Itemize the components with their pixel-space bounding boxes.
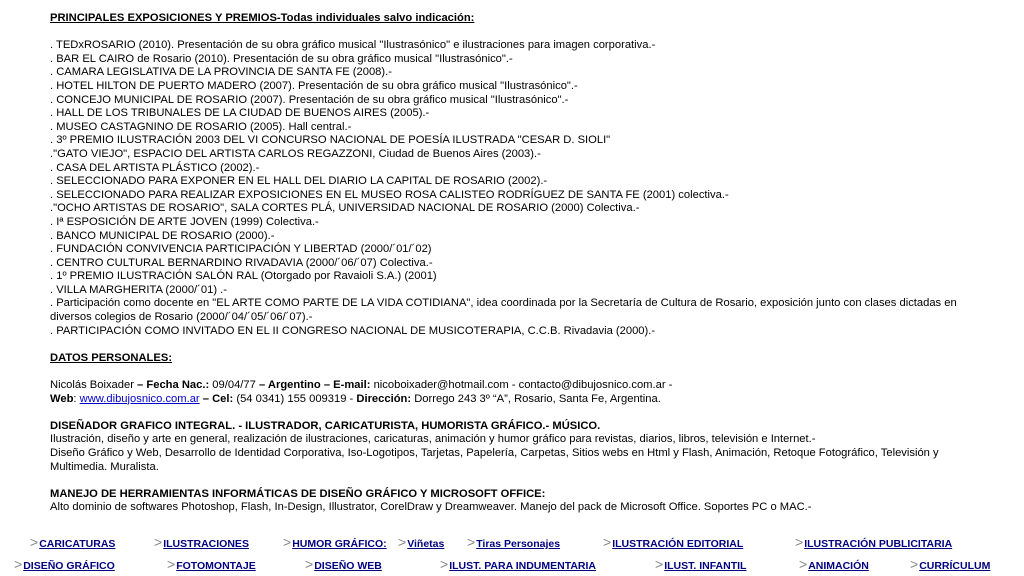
nav-row-1	[0, 534, 1024, 550]
nav-fotomontaje[interactable]: >FOTOMONTAJE	[167, 556, 256, 572]
exhibition-item: . HOTEL HILTON DE PUERTO MADERO (2007). Presentación de su obra gráfico musical "Ilustrasónico".-	[50, 79, 578, 92]
exhibition-item: . BANCO MUNICIPAL DE ROSARIO (2000).-	[50, 229, 275, 242]
exhibition-item: . 1º PREMIO ILUSTRACIÓN SALÓN RAL (Otorgado por Ravaioli S.A.) (2001)	[50, 270, 437, 283]
website-link[interactable]: www.dibujosnico.com.ar	[79, 392, 200, 405]
web-label: Web	[50, 392, 74, 405]
exhibition-item: . FUNDACIÓN CONVIVENCIA PARTICIPACIÓN Y LIBERTAD (2000/´01/´02)	[50, 243, 432, 256]
nav-ilustraciones[interactable]: >ILUSTRACIONES	[154, 534, 249, 550]
email-value: nicoboixader@hotmail.com - contacto@dibujosnico.com.ar -	[370, 379, 673, 392]
cv-content	[50, 12, 990, 515]
arrow-right-icon: >	[283, 534, 292, 550]
arrow-right-icon: >	[398, 534, 407, 550]
exhibition-item: . VILLA MARGHERITA (2000/´01) .-	[50, 283, 227, 296]
cel-value: (54 0341) 155 009319 -	[233, 392, 357, 405]
profile-title: DISEÑADOR GRAFICO INTEGRAL. - ILUSTRADOR, CARICATURISTA, HUMORISTA GRÁFICO.- MÚSICO.	[50, 419, 601, 432]
tools-text: Alto dominio de softwares Photoshop, Flash, In-Design, Illustrator, CorelDraw y Dreamweaver. Manejo del pack de Microsoft Office. Soportes PC o MAC.-	[50, 501, 812, 514]
exhibition-item: . PARTICIPACIÓN COMO INVITADO EN EL II CONGRESO NACIONAL DE MUSICOTERAPIA, C.C.B. Rivadavia (2000).-	[50, 324, 656, 337]
exhibition-item: . MUSEO CASTAGNINO DE ROSARIO (2005). Hall central.-	[50, 120, 352, 133]
exhibition-item: . CENTRO CULTURAL BERNARDINO RIVADAVIA (2000/´06/´07) Colectiva.-	[50, 256, 433, 269]
cel-label: – Cel:	[199, 392, 234, 405]
nav-ilustracion-publicitaria[interactable]: >ILUSTRACIÓN PUBLICITARIA	[795, 534, 953, 550]
exhibition-item: . 3º PREMIO ILUSTRACIÓN 2003 DEL VI CONCURSO NACIONAL DE POESÍA ILUSTRADA "CESAR D. SIOLI"	[50, 134, 611, 147]
exhibition-item: . Participación como docente en "EL ARTE COMO PARTE DE LA VIDA COTIDIANA", idea coordinada por la Secretaría de Cultura de Rosario, exposición junto con clases dictadas en diversos colegios de Rosario (2000/´04/´05/´06/´07).-	[50, 297, 957, 324]
person-name: Nicolás Boixader	[50, 379, 134, 392]
exhibition-item: . CASA DEL ARTISTA PLÁSTICO (2002).-	[50, 161, 260, 174]
personal-line-2	[50, 393, 990, 407]
arrow-right-icon: >	[14, 556, 23, 572]
exhibition-item: . SELECCIONADO PARA REALIZAR EXPOSICIONES EN EL MUSEO ROSA CALISTEO RODRÍGUEZ DE SANTA FE (2001) colectiva.-	[50, 188, 729, 201]
arrow-right-icon: >	[440, 556, 449, 572]
personal-heading: DATOS PERSONALES:	[50, 351, 173, 364]
exhibition-item: . CAMARA LEGISLATIVA DE LA PROVINCIA DE SANTA FE (2008).-	[50, 66, 392, 79]
exhibition-item: . HALL DE LOS TRIBUNALES DE LA CIUDAD DE BUENOS AIRES (2005).-	[50, 107, 430, 120]
arrow-right-icon: >	[30, 534, 39, 550]
exhibition-item: ."OCHO ARTISTAS DE ROSARIO", SALA CORTES PLÁ, UNIVERSIDAD NACIONAL DE ROSARIO (2000) Colectiva.-	[50, 202, 640, 215]
nav-diseno-grafico[interactable]: >DISEÑO GRÁFICO	[14, 556, 115, 572]
exhibitions-heading-line	[50, 12, 990, 26]
exhibition-item: . BAR EL CAIRO de Rosario (2010). Presentación de su obra gráfico musical "Ilustrasónico".-	[50, 52, 513, 65]
arrow-right-icon: >	[603, 534, 612, 550]
address-value: Dorrego 243 3º “A”, Rosario, Santa Fe, Argentina.	[411, 392, 661, 405]
arrow-right-icon: >	[655, 556, 664, 572]
exhibition-item: . TEDxROSARIO (2010). Presentación de su obra gráfico musical "Ilustrasónico" e ilustraciones para imagen corporativa.-	[50, 39, 656, 52]
nav-diseno-web[interactable]: >DISEÑO WEB	[305, 556, 382, 572]
country-label: – Argentino – E-mail:	[255, 379, 371, 392]
nav-ilust-infantil[interactable]: >ILUST. INFANTIL	[655, 556, 747, 572]
arrow-right-icon: >	[154, 534, 163, 550]
nav-curriculum[interactable]: >CURRÍCULUM	[910, 556, 991, 572]
exhibition-item: ."GATO VIEJO", ESPACIO DEL ARTISTA CARLOS REGAZZONI, Ciudad de Buenos Aires (2003).-	[50, 147, 541, 160]
profile-line-1: Ilustración, diseño y arte en general, realización de ilustraciones, caricaturas, animación y humor gráfico para revistas, diarios, libros, televisión e Internet.-	[50, 433, 816, 446]
nav-caricaturas[interactable]: >CARICATURAS	[30, 534, 116, 550]
birth-label: – Fecha Nac.:	[133, 379, 210, 392]
exhibition-item: . CONCEJO MUNICIPAL DE ROSARIO (2007). Presentación de su obra gráfico musical "Ilustrasónico".-	[50, 93, 569, 106]
exhibition-item: . SELECCIONADO PARA EXPONER EN EL HALL DEL DIARIO LA CAPITAL DE ROSARIO (2002).-	[50, 175, 548, 188]
profile-line-2: Diseño Gráfico y Web, Desarrollo de Identidad Corporativa, Iso-Logotipos, Tarjetas, Papelería, Carpetas, Sitios webs en Html y Flash, Animación, Retoque Fotográfico, Televisión y Multimedia. Muralista.	[50, 447, 939, 473]
address-label: Dirección:	[356, 392, 412, 405]
nav-vinetas[interactable]: >Viñetas	[398, 534, 445, 550]
birth-value: 09/04/77	[209, 379, 256, 392]
arrow-right-icon: >	[467, 534, 476, 550]
exhibitions-heading: PRINCIPALES EXPOSICIONES Y PREMIOS	[50, 12, 277, 24]
tools-title: MANEJO DE HERRAMIENTAS INFORMÁTICAS DE DISEÑO GRÁFICO Y MICROSOFT OFFICE:	[50, 487, 546, 500]
arrow-right-icon: >	[795, 534, 804, 550]
personal-line-1	[50, 379, 990, 393]
arrow-right-icon: >	[167, 556, 176, 572]
web-colon: :	[73, 392, 80, 405]
nav-humor-grafico[interactable]: >HUMOR GRÁFICO:	[283, 534, 387, 550]
nav-ilust-indumentaria[interactable]: >ILUST. PARA INDUMENTARIA	[440, 556, 596, 572]
exhibitions-heading-suffix: -Todas individuales salvo indicación:	[276, 12, 475, 24]
nav-row-2	[0, 556, 1024, 572]
nav-tiras-personajes[interactable]: >Tiras Personajes	[467, 534, 561, 550]
exhibition-item: . Iª ESPOSICIÓN DE ARTE JOVEN (1999) Colectiva.-	[50, 215, 319, 228]
nav-animacion[interactable]: >ANIMACIÓN	[799, 556, 869, 572]
arrow-right-icon: >	[305, 556, 314, 572]
nav-ilustracion-editorial[interactable]: >ILUSTRACIÓN EDITORIAL	[603, 534, 744, 550]
arrow-right-icon: >	[799, 556, 808, 572]
arrow-right-icon: >	[910, 556, 919, 572]
